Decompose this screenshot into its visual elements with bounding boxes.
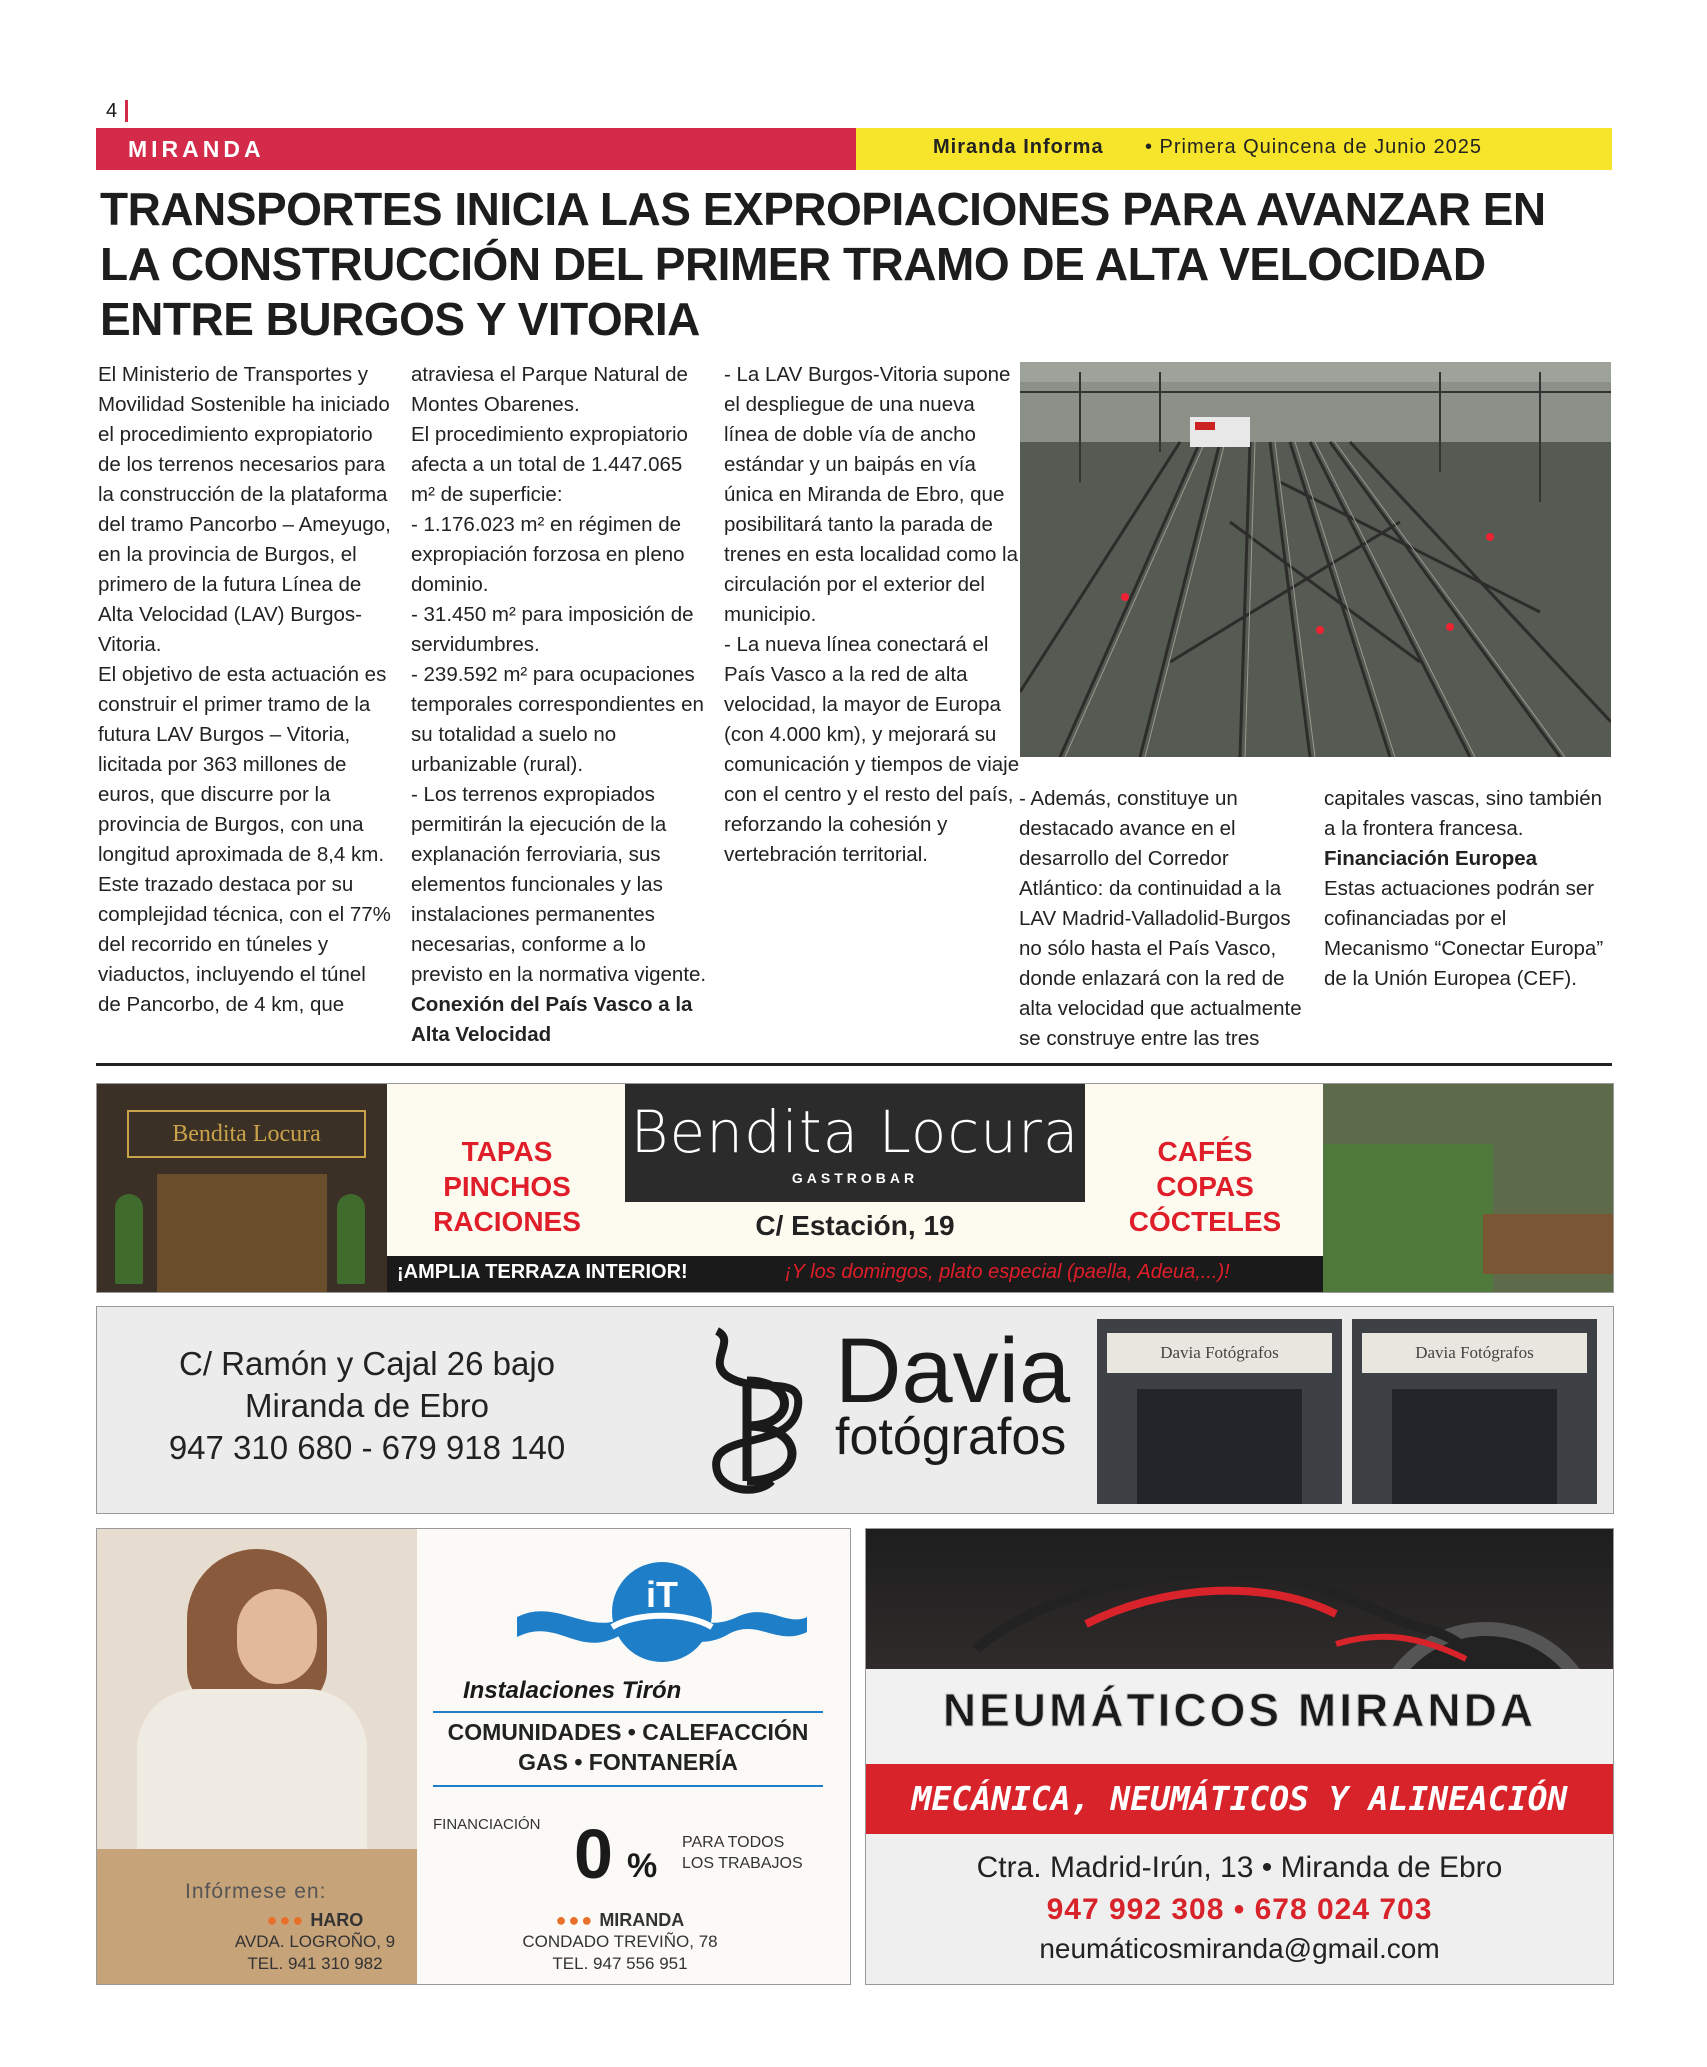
logo-subtitle: GASTROBAR [791, 1170, 919, 1186]
edition-date: • Primera Quincena de Junio 2025 [1145, 136, 1482, 158]
face [237, 1589, 317, 1684]
article-body-continued [1019, 784, 1612, 1054]
domingos-text: ¡Y los domingos, plato especial (paella, Adeua,...)! [785, 1261, 1230, 1283]
financing-percent: % [627, 1847, 658, 1885]
bendita-logo [625, 1084, 1085, 1202]
financing-label: FINANCIACIÓN [433, 1816, 541, 1833]
shop-sign: Davia Fotógrafos [1362, 1333, 1587, 1373]
terrace-table [1483, 1214, 1613, 1274]
food-item: PINCHOS [443, 1171, 571, 1202]
office-phone: TEL. 947 556 951 [552, 1954, 688, 1973]
railway-tracks-photo [1020, 362, 1611, 757]
article-paragraph: - Además, constituye un destacado avance en el desarrollo del Corredor Atlántico: da continuidad a la LAV Madrid-Valladolid-Burgos no sólo hasta el País Vasco, donde enlazará con la red de alta velocidad que actualmente se construye entre las tres capitales vascas, sino también a la frontera francesa. [1019, 787, 1603, 1050]
logo-text: Bendita Locura [630, 1098, 1080, 1166]
drink-item: CÓCTELES [1128, 1206, 1282, 1237]
neumaticos-phones: 947 992 308 • 678 024 703 [1046, 1893, 1433, 1926]
article-paragraph: - 1.176.023 m² en régimen de expropiación forzosa en pleno dominio. [411, 513, 685, 596]
bar-facade-photo [97, 1084, 387, 1292]
food-item: RACIONES [433, 1206, 581, 1237]
ad-bendita-locura [96, 1083, 1614, 1293]
green-wall [1323, 1144, 1493, 1292]
article-subheading: Conexión del País Vasco a la Alta Velocidad [411, 993, 693, 1046]
article-subheading: Financiación Europea [1324, 847, 1538, 870]
shop-window [1137, 1389, 1302, 1504]
food-item: TAPAS [461, 1136, 553, 1167]
article-paragraph: El Ministerio de Transportes y Movilidad Sostenible ha iniciado el procedimiento expropiatorio de los terrenos necesarios para la construcción de la plataforma del tramo Pancorbo – Ameyugo, en la provincia de Burgos, el primero de la futura Línea de Alta Velocidad (LAV) Burgos-Vitoria. [98, 363, 391, 656]
article-body [98, 360, 1020, 1050]
davia-shop-photo [1352, 1319, 1597, 1504]
ad-food-list [397, 1134, 617, 1239]
tiron-divider [433, 1711, 823, 1713]
davia-phones: 947 310 680 - 679 918 140 [168, 1429, 566, 1466]
tiron-services: GAS • FONTANERÍA [518, 1749, 738, 1775]
davia-shop-photo [1097, 1319, 1342, 1504]
section-title: MIRANDA [128, 136, 265, 162]
office-miranda [505, 1909, 735, 1975]
publication-name: Miranda Informa [933, 136, 1104, 158]
article-headline: TRANSPORTES INICIA LAS EXPROPIACIONES PARA AVANZAR EN LA CONSTRUCCIÓN DEL PRIMER TRAMO DE ALTA VELOCIDAD ENTRE BURGOS Y VITORIA [100, 183, 1546, 345]
office-address: CONDADO TREVIÑO, 78 [522, 1932, 718, 1951]
ad-neumaticos-miranda [865, 1528, 1614, 1985]
article-paragraph: - La LAV Burgos-Vitoria supone el despliegue de una nueva línea de doble vía de ancho estándar y un baipás en vía única en Miranda de Ebro, que posibilitará tanto la parada de trenes en esta localidad como la circulación por el exterior del municipio. [724, 363, 1019, 626]
article-paragraph: Estas actuaciones podrán ser cofinanciadas por el Mecanismo “Conectar Europa” de la Unión Europea (CEF). [1324, 877, 1604, 990]
neumaticos-email: neumáticosmiranda@gmail.com [1039, 1933, 1440, 1964]
davia-city: Miranda de Ebro [245, 1387, 489, 1424]
financing-note [682, 1832, 803, 1874]
shop-window [1392, 1389, 1557, 1504]
financing-note-line: PARA TODOS [682, 1834, 785, 1851]
tiron-services: COMUNIDADES • CALEFACCIÓN [447, 1719, 809, 1745]
drink-item: CAFÉS [1157, 1136, 1253, 1167]
office-city-name: HARO [310, 1910, 364, 1930]
davia-monogram-icon [677, 1321, 827, 1501]
davia-brand: Davia [835, 1320, 1071, 1422]
drink-item: COPAS [1156, 1171, 1254, 1202]
office-haro [215, 1909, 415, 1975]
tiron-logo-mark: iT [646, 1574, 678, 1615]
article-paragraph: - 239.592 m² para ocupaciones temporales correspondientes en su totalidad a suelo no urbanizable (rural). [411, 663, 704, 776]
article-paragraph: - La nueva línea conectará el País Vasco a la red de alta velocidad, la mayor de Europa (con 4.000 km), y mejorará su comunicación y tiempos de viaje con el centro y el resto del país, reforzando la cohesión y vertebración territorial. [724, 633, 1020, 866]
article-paragraph: El objetivo de esta actuación es construir el primer tramo de la futura LAV Burgos – Vitoria, licitada por 363 millones de euros, que discurre por la provincia de Burgos, con una longitud aproximada de 8,4 km. Este trazado destaca por su complejidad técnica, con el 77% del recorrido en túneles y viaductos, incluyendo el túnel de Pancorbo, de 4 km, que atraviesa el Parque Natural de Montes Obarenes. [98, 363, 688, 1016]
neumaticos-services: MECÁNICA, NEUMÁTICOS Y ALINEACIÓN [911, 1779, 1568, 1818]
davia-contact [117, 1343, 617, 1469]
article-divider [96, 1063, 1612, 1066]
financing-zero: 0 [574, 1815, 613, 1893]
page-number-bar [125, 100, 128, 122]
article-paragraph: El procedimiento expropiatorio afecta a un total de 1.447.065 m² de superficie: [411, 423, 688, 506]
bendita-address: C/ Estación, 19 [755, 1210, 955, 1241]
office-phone: TEL. 941 310 982 [247, 1954, 383, 1973]
shop-sign: Davia Fotógrafos [1107, 1333, 1332, 1373]
davia-brand-sub: fotógrafos [835, 1408, 1067, 1466]
ad-drinks-list [1095, 1134, 1315, 1239]
financing-note-line: LOS TRABAJOS [682, 1855, 803, 1872]
bar-entrance [157, 1174, 327, 1292]
railway-tracks-illustration [1020, 362, 1611, 757]
tiron-divider [433, 1785, 823, 1787]
office-city-name: MIRANDA [599, 1910, 685, 1930]
facade-sign: Bendita Locura [127, 1110, 366, 1158]
tiron-name: Instalaciones Tirón [463, 1677, 682, 1704]
ad-instalaciones-tiron [96, 1528, 851, 1985]
ad-davia-fotografos [96, 1306, 1614, 1514]
neumaticos-title: NEUMÁTICOS MIRANDA [942, 1684, 1537, 1736]
davia-address: C/ Ramón y Cajal 26 bajo [178, 1345, 556, 1382]
terraza-text: ¡AMPLIA TERRAZA INTERIOR! [397, 1261, 688, 1283]
office-city: ●●● MIRANDA [555, 1910, 685, 1930]
office-address: AVDA. LOGROÑO, 9 [234, 1932, 396, 1951]
page-number: 4 [106, 100, 118, 122]
tiron-logo-icon [517, 1557, 807, 1667]
inform-label: Infórmese en: [185, 1880, 327, 1903]
article-paragraph: - 31.450 m² para imposición de servidumbres. [411, 603, 694, 656]
plant-icon [337, 1194, 365, 1284]
terrace-photo [1323, 1084, 1613, 1292]
neumaticos-address: Ctra. Madrid-Irún, 13 • Miranda de Ebro [976, 1851, 1503, 1884]
office-city: ●●● HARO [266, 1910, 364, 1930]
article-paragraph: - Los terrenos expropiados permitirán la ejecución de la explanación ferroviaria, sus elementos funcionales y las instalaciones permanentes necesarias, conforme a lo previsto en la normativa vigente. [411, 783, 707, 986]
plant-icon [115, 1194, 143, 1284]
